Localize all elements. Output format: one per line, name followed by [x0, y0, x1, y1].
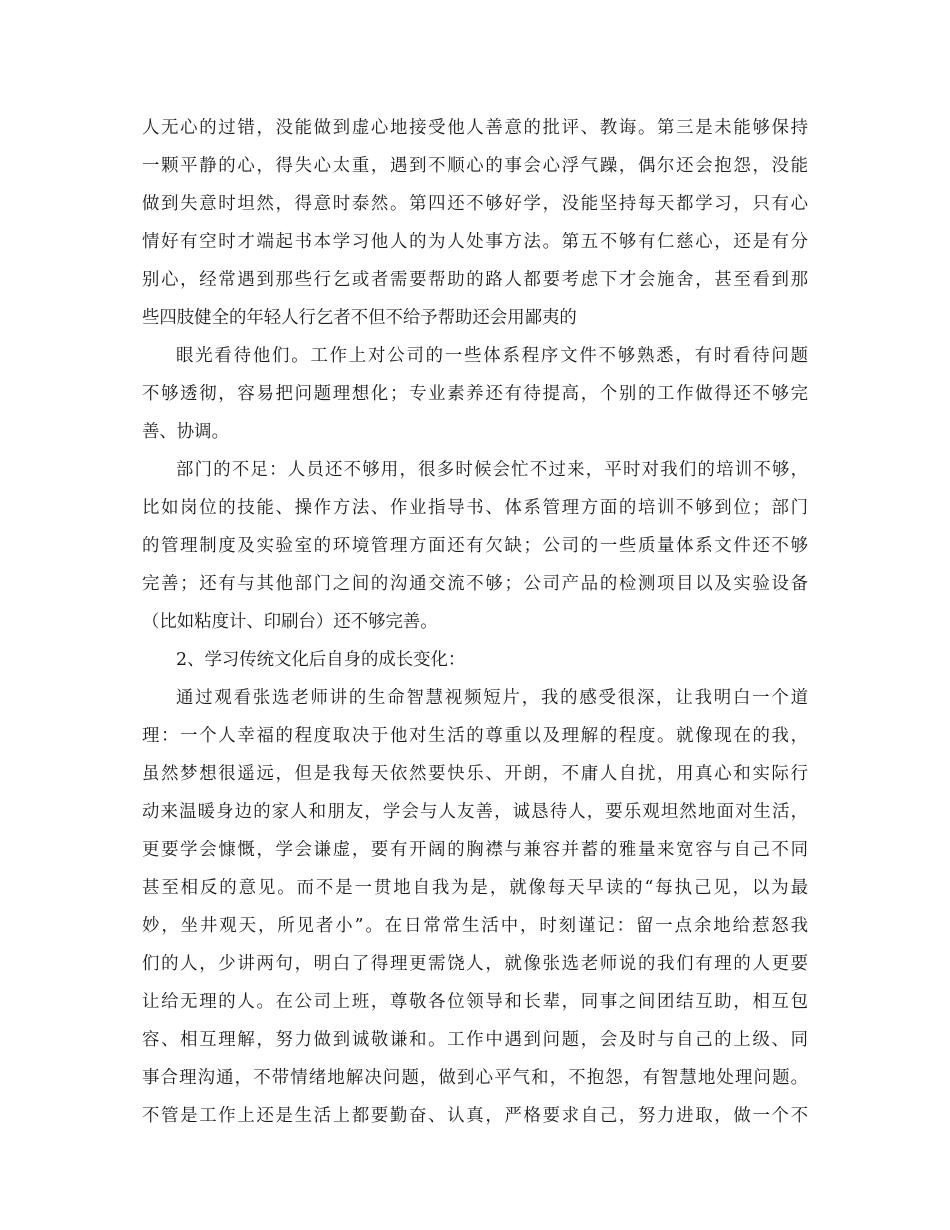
text-line: 虽然梦想很遥远，但是我每天依然要快乐、开朗，不庸人自扰，用真心和实际行 — [142, 764, 808, 784]
text-line: 的管理制度及实验室的环境管理方面还有欠缺；公司的一些质量体系文件还不够 — [142, 536, 808, 556]
text-line: 甚至相反的意见。而不是一贯地自我为是，就像每天早读的“每执己见，以为最 — [142, 878, 808, 898]
text-line: 善、协调。 — [142, 422, 229, 442]
paragraph-first-line: 眼光看待他们。工作上对公司的一些体系程序文件不够熟悉，有时看待问题 — [176, 346, 808, 366]
text-line: 别心，经常遇到那些行乞或者需要帮助的路人都要考虑下才会施舍，甚至看到那 — [142, 270, 808, 290]
text-line: 妙，坐井观天，所见者小”。在日常常生活中，时刻谨记：留一点余地给惹怒我 — [142, 916, 808, 936]
text-line: 动来温暖身边的家人和朋友，学会与人友善，诚恳待人，要乐观坦然地面对生活， — [142, 802, 808, 822]
paragraph-first-line: 部门的不足：人员还不够用，很多时候会忙不过来，平时对我们的培训不够， — [176, 460, 808, 480]
paragraph-first-line: 通过观看张选老师讲的生命智慧视频短片，我的感受很深，让我明白一个道 — [176, 688, 808, 708]
text-line: 让给无理的人。在公司上班，尊敬各位领导和长辈，同事之间团结互助，相互包 — [142, 992, 808, 1012]
text-line: 事合理沟通，不带情绪地解决问题，做到心平气和，不抱怨，有智慧地处理问题。 — [142, 1068, 808, 1088]
text-line: 容、相互理解，努力做到诚敬谦和。工作中遇到问题，会及时与自己的上级、同 — [142, 1030, 808, 1050]
text-line: 完善；还有与其他部门之间的沟通交流不够；公司产品的检测项目以及实验设备 — [142, 574, 808, 594]
text-line: 人无心的过错，没能做到虚心地接受他人善意的批评、教诲。第三是未能够保持 — [142, 118, 808, 138]
text-line: 情好有空时才端起书本学习他人的为人处事方法。第五不够有仁慈心，还是有分 — [142, 232, 808, 252]
section-heading: 2、学习传统文化后自身的成长变化： — [176, 650, 466, 670]
text-line: 比如岗位的技能、操作方法、作业指导书、体系管理方面的培训不够到位；部门 — [142, 498, 808, 518]
text-line: 不够透彻，容易把问题理想化；专业素养还有待提高，个别的工作做得还不够完 — [142, 384, 808, 404]
text-line: 些四肢健全的年轻人行乞者不但不给予帮助还会用鄙夷的 — [142, 308, 577, 328]
text-line: （比如粘度计、印刷台）还不够完善。 — [142, 612, 438, 632]
text-line: 理：一个人幸福的程度取决于他对生活的尊重以及理解的程度。就像现在的我， — [142, 726, 808, 746]
text-line: 不管是工作上还是生活上都要勤奋、认真，严格要求自己，努力进取，做一个不 — [142, 1106, 808, 1126]
text-line: 一颗平静的心，得失心太重，遇到不顺心的事会心浮气躁，偶尔还会抱怨，没能 — [142, 156, 808, 176]
text-line: 做到失意时坦然，得意时泰然。第四还不够好学，没能坚持每天都学习，只有心 — [142, 194, 808, 214]
text-line: 更要学会慷慨，学会谦虚，要有开阔的胸襟与兼容并蓄的雅量来宽容与自己不同 — [142, 840, 808, 860]
text-line: 们的人，少讲两句，明白了得理更需饶人，就像张选老师说的我们有理的人更要 — [142, 954, 808, 974]
